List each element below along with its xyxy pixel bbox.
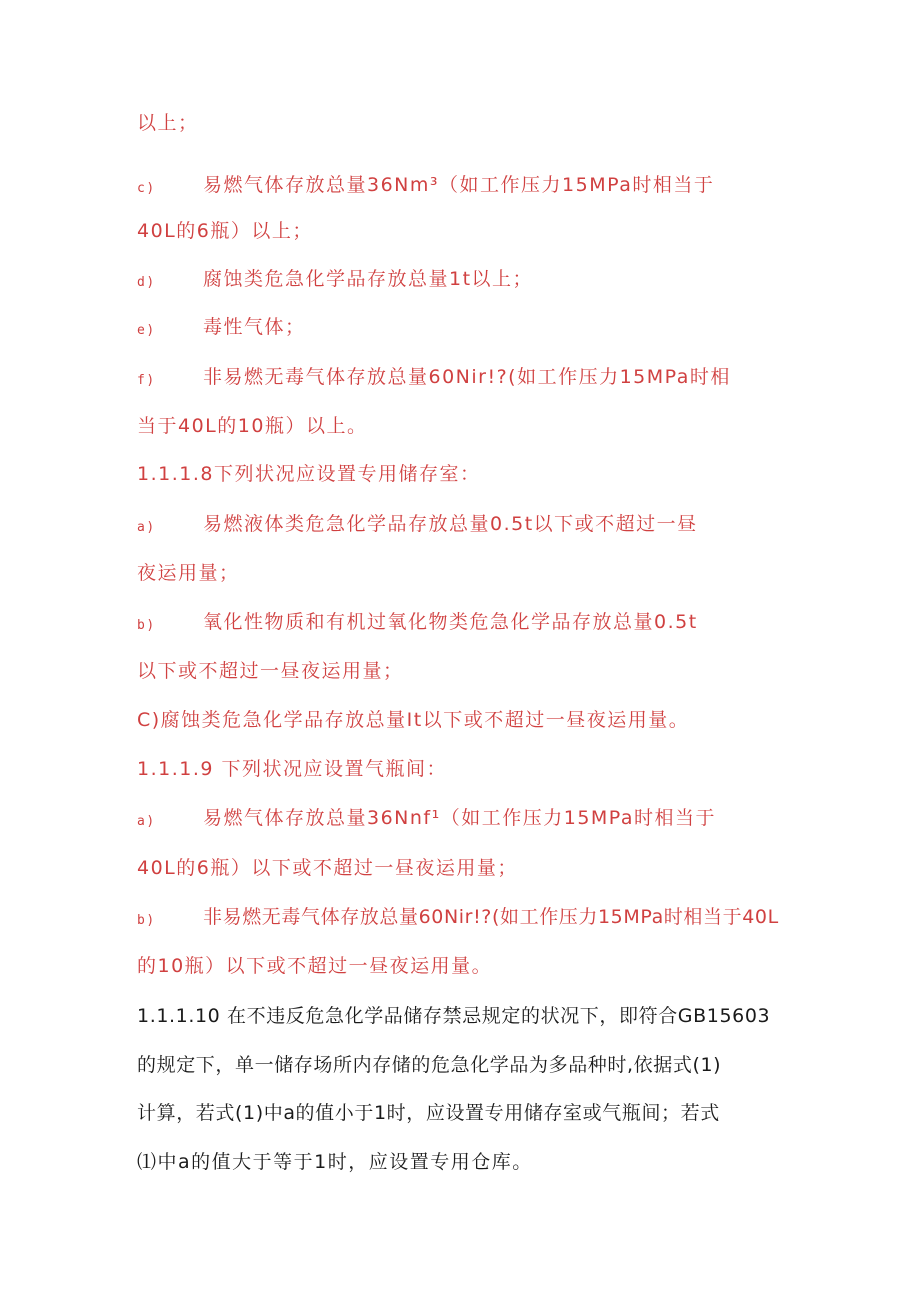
paragraph-text: 的规定下，单一储存场所内存储的危急化学品为多品种时,依据式(1): [137, 1054, 722, 1076]
list-item-text: 毒性气体；: [203, 316, 306, 338]
clause-text: 1.1.1.8下列状况应设置专用储存室：: [137, 463, 481, 485]
list-marker: c): [137, 181, 156, 196]
clause-text: 1.1.1.10 在不违反危急化学品储存禁忌规定的状况下，即符合GB15603: [137, 1005, 771, 1027]
list-item-text: 氧化性物质和有机过氧化物类危急化学品存放总量0.5t: [203, 611, 698, 633]
list-item-text: 易燃液体类危急化学品存放总量0.5t以下或不超过一昼: [203, 513, 698, 535]
paragraph-text: ⑴中a的值大于等于1时，应设置专用仓库。: [137, 1151, 533, 1173]
list-marker: e): [137, 323, 156, 338]
list-item-text: 腐蚀类危急化学品存放总量1t以上；: [203, 268, 534, 290]
list-item-text: 易燃气体存放总量36Nnf¹（如工作压力15MPa时相当于: [203, 807, 717, 829]
list-item-text: 易燃气体存放总量36Nm³（如工作压力15MPa时相当于: [203, 174, 715, 196]
continuation-text: 40L的6瓶）以上；: [137, 220, 313, 242]
continuation-text: 40L的6瓶）以下或不超过一昼夜运用量；: [137, 857, 518, 879]
continuation-text: 以下或不超过一昼夜运用量；: [137, 660, 404, 682]
continuation-text: 的10瓶）以下或不超过一昼夜运用量。: [137, 955, 493, 977]
list-marker: f): [137, 373, 156, 388]
continuation-text: 当于40L的10瓶）以上。: [137, 415, 368, 437]
list-item-text: 非易燃无毒气体存放总量60Nir!?(如工作压力15MPa时相当于40L: [203, 906, 779, 928]
list-item-text: 非易燃无毒气体存放总量60Nir!?(如工作压力15MPa时相: [203, 366, 731, 388]
list-marker: b): [137, 618, 156, 633]
continuation-text: 以上；: [137, 112, 199, 134]
list-marker: a): [137, 520, 156, 535]
list-item-text: C)腐蚀类危急化学品存放总量It以下或不超过一昼夜运用量。: [137, 709, 690, 731]
list-marker: b): [137, 913, 156, 928]
list-marker: a): [137, 814, 156, 829]
list-marker: d): [137, 275, 156, 290]
clause-text: 1.1.1.9 下列状况应设置气瓶间：: [137, 758, 448, 780]
continuation-text: 夜运用量；: [137, 562, 240, 584]
paragraph-text: 计算，若式(1)中a的值小于1时，应设置专用储存室或气瓶间；若式: [137, 1102, 720, 1124]
